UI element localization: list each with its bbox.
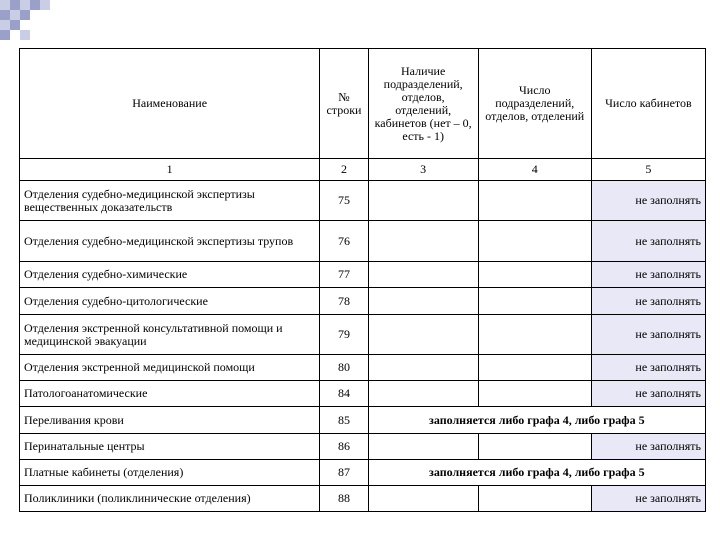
row-code: 77 [320, 262, 368, 288]
merged-instruction: заполняется либо графа 4, либо графа 5 [368, 460, 705, 486]
table-row [20, 262, 706, 288]
cell-col3[interactable] [368, 181, 478, 221]
row-name: Перинатальные центры [20, 434, 320, 460]
cell-col5-note: не заполнять [591, 486, 705, 512]
cell-col5-note: не заполнять [591, 355, 705, 381]
row-name: Отделения экстренной медицинской помощи [20, 355, 320, 381]
cell-col5-note: не заполнять [591, 381, 705, 407]
row-name: Поликлиники (поликлинические отделения) [20, 486, 320, 512]
row-code: 86 [320, 434, 368, 460]
row-name: Отделения судебно-цитологические [20, 288, 320, 315]
col-number: 4 [478, 159, 591, 181]
form-table [19, 48, 706, 512]
row-code: 85 [320, 407, 368, 434]
row-code: 76 [320, 221, 368, 262]
corner-decoration [0, 0, 60, 48]
header-col3: Наличие подразделений, отделов, отделений, кабинетов (нет – 0, есть - 1) [368, 49, 478, 159]
header-col5: Число кабинетов [591, 49, 705, 159]
cell-col5-note: не заполнять [591, 288, 705, 315]
cell-col5-note: не заполнять [591, 434, 705, 460]
cell-col3[interactable] [368, 381, 478, 407]
row-name: Отделения судебно-медицинской экспертизы вещественных доказательств [20, 181, 320, 221]
cell-col3[interactable] [368, 486, 478, 512]
col-number: 3 [368, 159, 478, 181]
table-row [20, 407, 706, 434]
cell-col5-note: не заполнять [591, 221, 705, 262]
cell-col4[interactable] [478, 381, 591, 407]
cell-col5-note: не заполнять [591, 262, 705, 288]
cell-col4[interactable] [478, 221, 591, 262]
table-row [20, 434, 706, 460]
row-code: 87 [320, 460, 368, 486]
row-code: 79 [320, 315, 368, 355]
row-code: 75 [320, 181, 368, 221]
row-code: 80 [320, 355, 368, 381]
column-number-row [20, 159, 706, 181]
row-code: 78 [320, 288, 368, 315]
col-number: 5 [591, 159, 705, 181]
table-row [20, 460, 706, 486]
table-row [20, 288, 706, 315]
header-row-no: № строки [320, 49, 368, 159]
cell-col4[interactable] [478, 262, 591, 288]
row-name: Платные кабинеты (отделения) [20, 460, 320, 486]
cell-col3[interactable] [368, 355, 478, 381]
header-name: Наименование [20, 49, 320, 159]
cell-col3[interactable] [368, 262, 478, 288]
cell-col4[interactable] [478, 288, 591, 315]
row-name: Патологоанатомические [20, 381, 320, 407]
cell-col5-note: не заполнять [591, 315, 705, 355]
table-row [20, 486, 706, 512]
cell-col4[interactable] [478, 486, 591, 512]
header-col4: Число подразделений, отделов, отделений [478, 49, 591, 159]
cell-col4[interactable] [478, 181, 591, 221]
row-code: 88 [320, 486, 368, 512]
table-row [20, 381, 706, 407]
cell-col4[interactable] [478, 434, 591, 460]
row-code: 84 [320, 381, 368, 407]
row-name: Отделения судебно-медицинской экспертизы трупов [20, 221, 320, 262]
table-row [20, 315, 706, 355]
cell-col3[interactable] [368, 288, 478, 315]
cell-col3[interactable] [368, 221, 478, 262]
row-name: Переливания крови [20, 407, 320, 434]
merged-instruction: заполняется либо графа 4, либо графа 5 [368, 407, 705, 434]
header-row [20, 49, 706, 159]
table-row [20, 181, 706, 221]
row-name: Отделения судебно-химические [20, 262, 320, 288]
cell-col5-note: не заполнять [591, 181, 705, 221]
col-number: 2 [320, 159, 368, 181]
col-number: 1 [20, 159, 320, 181]
cell-col3[interactable] [368, 315, 478, 355]
cell-col4[interactable] [478, 315, 591, 355]
cell-col3[interactable] [368, 434, 478, 460]
row-name: Отделения экстренной консультативной помощи и медицинской эвакуации [20, 315, 320, 355]
table-row [20, 221, 706, 262]
cell-col4[interactable] [478, 355, 591, 381]
table-row [20, 355, 706, 381]
